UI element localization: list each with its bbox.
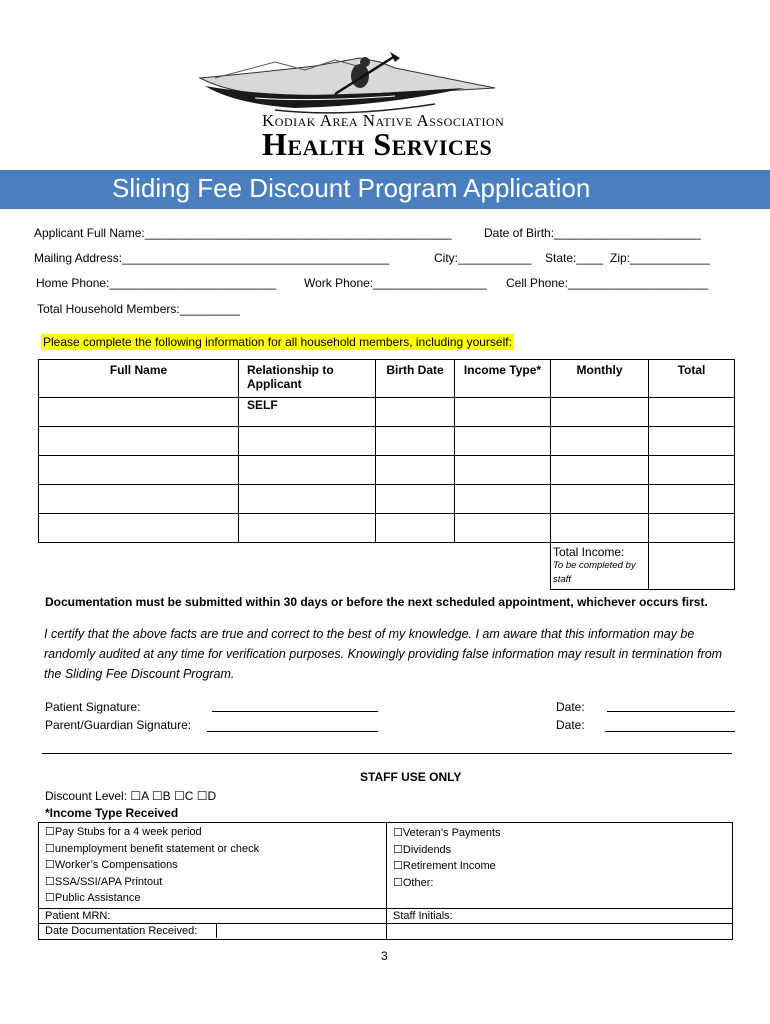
cell-input[interactable] [551, 514, 649, 543]
patient-mrn-field[interactable]: Patient MRN: [39, 908, 387, 923]
dob-field[interactable]: Date of Birth:______________________ [484, 226, 701, 240]
org-name-line1: Kodiak Area Native Association [262, 111, 505, 130]
cell-input[interactable] [376, 485, 455, 514]
income-left-list [39, 823, 387, 909]
col-header-monthly: Monthly [551, 360, 649, 398]
date-doc-input-ext[interactable] [387, 923, 733, 939]
patient-signature-line[interactable] [212, 711, 378, 712]
patient-signature-label: Patient Signature: [45, 700, 141, 714]
income-checkbox[interactable]: ☐Pay Stubs for a 4 week period [45, 826, 202, 838]
org-name-line2: Health Services [262, 126, 493, 162]
income-checkbox[interactable]: ☐unemployment benefit statement or check [45, 842, 260, 855]
col-header-full-name: Full Name [39, 360, 239, 398]
discount-checkbox-b[interactable]: ☐B [151, 789, 171, 803]
cell-input[interactable] [39, 456, 239, 485]
documentation-note: Documentation must be submitted within 30 days or before the next scheduled appointment, whichever occurs first. [45, 595, 708, 609]
table-row [39, 427, 735, 456]
cell-input[interactable] [649, 427, 735, 456]
state-field[interactable]: State:____ [545, 251, 604, 265]
cell-input[interactable] [39, 514, 239, 543]
household-members-field[interactable]: Total Household Members:_________ [37, 302, 240, 316]
income-checkbox[interactable]: ☐SSA/SSI/APA Printout [45, 875, 163, 888]
col-header-birth-date: Birth Date [376, 360, 455, 398]
total-income-note: To be completed by staff [553, 560, 636, 585]
cell-input[interactable] [551, 485, 649, 514]
cell-input[interactable] [239, 427, 376, 456]
page-title: Sliding Fee Discount Program Application [112, 173, 591, 203]
col-header-relationship: Relationship to Applicant [239, 360, 376, 398]
income-checkbox[interactable]: ☐Veteran’s Payments [393, 827, 501, 839]
cell-input[interactable] [649, 514, 735, 543]
table-blank [39, 543, 551, 590]
divider [42, 753, 732, 754]
cell-input[interactable] [551, 398, 649, 427]
work-phone-field[interactable]: Work Phone:_________________ [304, 276, 487, 290]
page-number: 3 [381, 949, 388, 963]
cell-input[interactable] [376, 514, 455, 543]
cell-input[interactable] [239, 456, 376, 485]
cell-input[interactable] [455, 514, 551, 543]
discount-level-row [45, 789, 216, 803]
date-doc-input[interactable] [217, 924, 386, 938]
zip-field[interactable]: Zip:____________ [610, 251, 711, 265]
date-doc-label: Date Documentation Received: [39, 924, 217, 938]
guardian-signature-label: Parent/Guardian Signature: [45, 718, 192, 732]
cell-input[interactable] [551, 456, 649, 485]
cell-input[interactable] [239, 514, 376, 543]
cell-input[interactable] [376, 398, 455, 427]
cell-input[interactable] [39, 427, 239, 456]
staff-use-heading: STAFF USE ONLY [360, 770, 462, 784]
cell-input[interactable] [455, 398, 551, 427]
cell-phone-field[interactable]: Cell Phone:_____________________ [506, 276, 709, 290]
total-income-label: Total Income: [553, 545, 625, 559]
discount-level-label: Discount Level: [45, 789, 128, 803]
guardian-signature-line[interactable] [207, 731, 378, 732]
income-right-list [387, 823, 733, 909]
applicant-name-field[interactable]: Applicant Full Name:______________________________________________ [34, 226, 452, 240]
cell-input[interactable] [39, 485, 239, 514]
income-checkbox[interactable]: ☐Retirement Income [393, 860, 496, 872]
total-income-cell [551, 543, 649, 590]
home-phone-field[interactable]: Home Phone:_________________________ [36, 276, 277, 290]
table-row [39, 398, 735, 427]
staff-income-table [38, 822, 733, 940]
cell-input[interactable] [376, 456, 455, 485]
certification-text: I certify that the above facts are true and correct to the best of my knowledge. I am aware that this information may be randomly audited at any time for verification purposes. Knowingly providing false information may result in termination from the Sliding Fee Discount Program. [44, 627, 723, 681]
cell-input[interactable] [551, 427, 649, 456]
discount-checkbox-d[interactable]: ☐D [196, 789, 217, 803]
cell-input[interactable] [455, 485, 551, 514]
cell-input[interactable] [649, 456, 735, 485]
mailing-address-field[interactable]: Mailing Address:________________________________________ [34, 251, 389, 265]
date-label-2: Date: [556, 718, 585, 732]
income-checkbox[interactable]: ☐Worker’s Compensations [45, 859, 178, 871]
col-header-total: Total [649, 360, 735, 398]
staff-initials-field[interactable]: Staff Initials: [387, 908, 733, 923]
col-header-income-type: Income Type* [455, 360, 551, 398]
cell-input[interactable] [39, 398, 239, 427]
date-line-2[interactable] [605, 731, 735, 732]
income-checkbox[interactable]: ☐Dividends [393, 843, 452, 856]
cell-input[interactable] [455, 427, 551, 456]
date-doc-row [39, 923, 387, 939]
date-label-1: Date: [556, 700, 585, 714]
cell-input[interactable] [649, 485, 735, 514]
relationship-self: SELF [239, 398, 376, 427]
cell-input[interactable] [455, 456, 551, 485]
income-checkbox[interactable]: ☐Public Assistance [45, 892, 141, 904]
income-checkbox[interactable]: ☐Other: [393, 876, 434, 889]
instructions-text: Please complete the following information for all household members, including yourself: [43, 335, 512, 349]
household-table [38, 359, 735, 590]
discount-checkbox-c[interactable]: ☐C [173, 789, 194, 803]
cell-input[interactable] [239, 485, 376, 514]
cell-input[interactable] [649, 398, 735, 427]
city-field[interactable]: City:___________ [434, 251, 532, 265]
table-row [39, 514, 735, 543]
table-row [39, 456, 735, 485]
discount-checkbox-a[interactable]: ☐A [130, 789, 149, 803]
total-income-value[interactable] [649, 543, 735, 590]
cell-input[interactable] [376, 427, 455, 456]
table-row [39, 485, 735, 514]
date-line-1[interactable] [607, 711, 735, 712]
income-type-heading: *Income Type Received [45, 806, 179, 820]
